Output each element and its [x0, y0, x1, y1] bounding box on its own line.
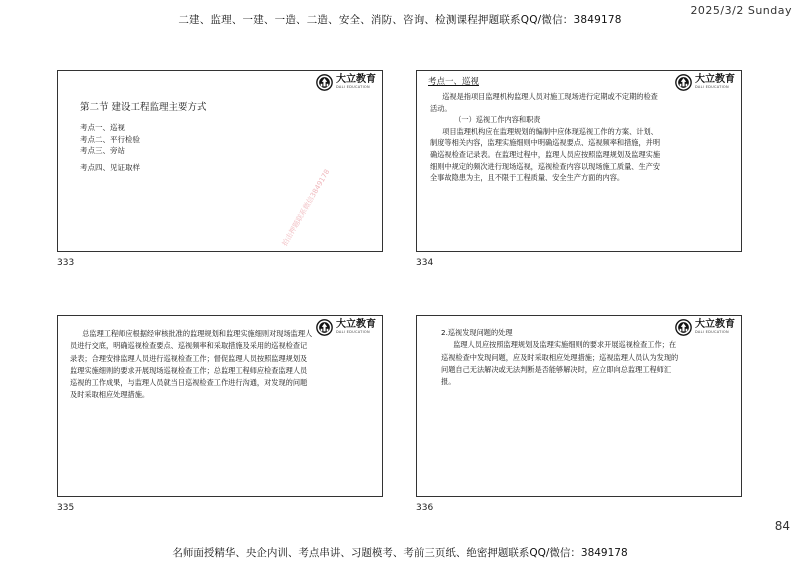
page-footer: 名师面授精华、央企内训、考点串讲、习题模考、考前三页纸、绝密押题联系QQ/微信：3849178: [172, 547, 628, 559]
logo-sub: DALI EDUCATION: [336, 85, 370, 90]
paragraph: 总监理工程师应根据经审核批准的监理规划和监理实施细则对现场监理人员进行交底，明确巡视检查要点、巡视频率和采取措施及采用的巡视检查记录表；合理安排监理人员进行巡视检查工作；督促监理人员按照监理规划及监理实施细则的要求开展现场巡视检查工作；总监理工程师应检查监理人员巡视的工作成果，与监理人员就当日巡视检查工作进行沟通，对发现的问题及时采取相应处理措施。: [70, 329, 313, 400]
logo-name: 大立教育: [336, 319, 376, 331]
page-header: 二建、监理、一建、一造、二造、安全、消防、咨询、检测课程押题联系QQ/微信：3849178: [178, 14, 622, 26]
slide-number: 333: [57, 258, 75, 268]
date-label: 2025/3/2 Sunday: [690, 4, 792, 17]
paragraph: 监理人员应按照监理规划及监理实施细则的要求开展巡视检查工作；在巡视检查中发现问题，应及时采取相应处理措施；巡视监理人员认为发现的问题自己无法解决或无法判断是否能够解决时，应立即向总监理工程师汇报。: [441, 340, 679, 387]
list-item: 考点三、旁站: [80, 146, 125, 155]
paragraph: 巡视是指项目监理机构监理人员对施工现场进行定期或不定期的检查活动。: [430, 92, 658, 113]
logo-name: 大立教育: [336, 74, 376, 86]
dali-logo-icon: [316, 74, 333, 91]
slide-body: [441, 327, 681, 388]
slide-number: 336: [416, 503, 434, 513]
slide-334: [416, 70, 742, 252]
slide-335: [57, 315, 383, 497]
logo-sub: DALI EDUCATION: [336, 330, 370, 335]
logo-sub: DALI EDUCATION: [695, 330, 729, 335]
list-item: 考点一、巡视: [80, 123, 125, 132]
slide-body: [430, 91, 662, 184]
logo-name: 大立教育: [695, 319, 735, 331]
watermark: 拍击押题联系微信3849178: [280, 167, 332, 248]
slide-title: 第二节 建设工程监理主要方式: [80, 102, 207, 113]
slide-number: 335: [57, 503, 75, 513]
logo-sub: DALI EDUCATION: [695, 85, 729, 90]
slide-title: 考点一、巡视: [428, 77, 480, 87]
logo: [675, 74, 735, 91]
subheading: （一）巡视工作内容和职责: [454, 115, 541, 125]
dali-logo-icon: [675, 74, 692, 91]
logo: [675, 319, 735, 336]
dali-logo-icon: [316, 319, 333, 336]
list-item: 考点四、见证取样: [80, 162, 140, 172]
topic-list: [80, 122, 140, 173]
slide-title: 2.巡视发现问题的处理: [441, 328, 513, 337]
slide-body: [70, 328, 314, 402]
slide-number: 334: [416, 258, 434, 268]
slide-336: [416, 315, 742, 497]
logo-name: 大立教育: [695, 74, 735, 86]
list-item: 考点二、平行检验: [80, 134, 140, 144]
paragraph: 项目监理机构应在监理规划的编制中应体现巡视工作的方案、计划、制度等相关内容，监理实施细则中明确巡视要点、巡视频率和措施，并明确巡视检查记录表。在监理过程中，监理人员应按照监理规划及监理实施细则中规定的频次进行现场巡视，巡视检查内容以现场施工质量、生产安全事故隐患为主，且不限于工程质量、安全生产方面的内容。: [430, 126, 661, 183]
logo: [316, 319, 376, 336]
slide-333: [57, 70, 383, 252]
page-number: 84: [774, 519, 790, 533]
logo: [316, 74, 376, 91]
